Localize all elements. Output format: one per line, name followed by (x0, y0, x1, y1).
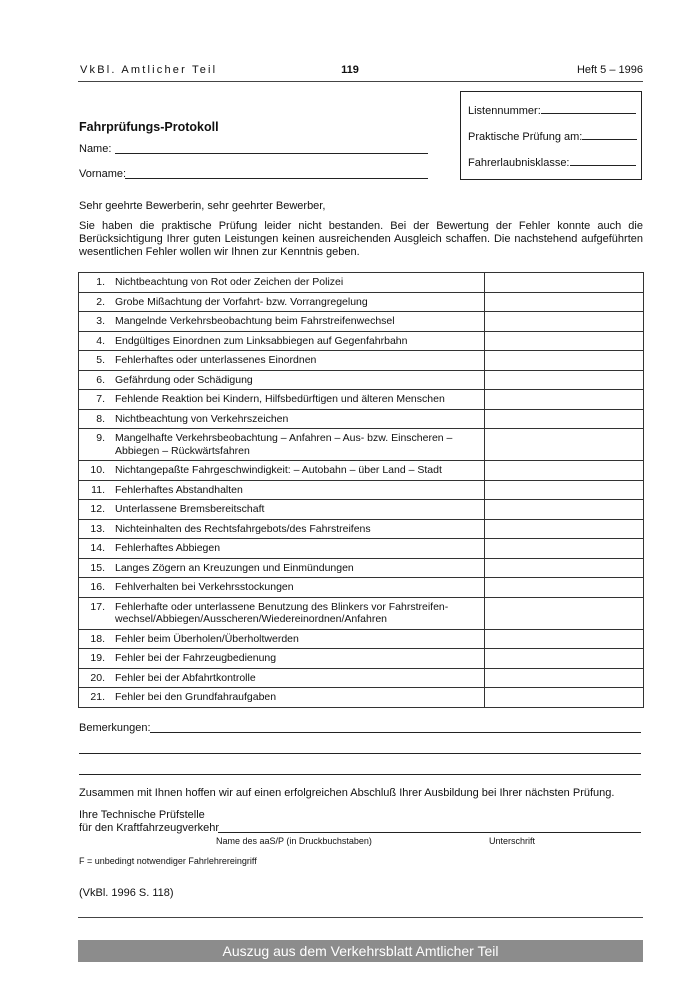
item-number: 13. (79, 519, 112, 539)
footer-banner: Auszug aus dem Verkehrsblatt Amtlicher Teil (78, 940, 643, 962)
table-row (79, 273, 644, 293)
exam-date-label: Praktische Prüfung am: (468, 131, 583, 143)
remarks-line-1[interactable] (150, 732, 641, 733)
item-number: 3. (79, 312, 112, 332)
firstname-field[interactable] (125, 178, 428, 179)
list-number-field[interactable] (541, 103, 636, 114)
license-class-label: Fahrerlaubnisklasse: (468, 157, 570, 169)
item-mark-cell[interactable] (485, 597, 644, 629)
footer-rule (78, 917, 643, 918)
citation: (VkBl. 1996 S. 118) (79, 887, 174, 899)
item-number: 16. (79, 578, 112, 598)
item-text: Nichtbeachtung von Verkehrszeichen (111, 409, 485, 429)
item-text: Fehlerhaftes Abstandhalten (111, 480, 485, 500)
item-mark-cell[interactable] (485, 480, 644, 500)
item-mark-cell[interactable] (485, 370, 644, 390)
item-text: Endgültiges Einordnen zum Linksabbiegen auf Gegenfahrbahn (111, 331, 485, 351)
name-field[interactable] (115, 153, 428, 154)
signature-line[interactable] (218, 832, 641, 833)
item-number: 10. (79, 461, 112, 481)
license-class-field[interactable] (570, 155, 636, 166)
exam-date-row (468, 129, 637, 143)
table-row (79, 578, 644, 598)
table-row (79, 370, 644, 390)
exam-info-box (460, 91, 642, 180)
firstname-row (79, 168, 126, 180)
item-text: Grobe Mißachtung der Vorfahrt- bzw. Vorrangregelung (111, 292, 485, 312)
closing-sentence: Zusammen mit Ihnen hoffen wir auf einen erfolgreichen Abschluß Ihrer Ausbildung bei Ihrer nächsten Prüfung. (79, 787, 615, 799)
item-number: 18. (79, 629, 112, 649)
item-number: 9. (79, 429, 112, 461)
table-row (79, 597, 644, 629)
name-row (79, 143, 111, 155)
item-number: 7. (79, 390, 112, 410)
item-mark-cell[interactable] (485, 668, 644, 688)
table-row (79, 409, 644, 429)
form-title: Fahrprüfungs-Protokoll (79, 120, 219, 134)
remarks-line-3[interactable] (79, 774, 641, 775)
table-row (79, 629, 644, 649)
item-number: 11. (79, 480, 112, 500)
item-text: Fehler bei der Abfahrtkontrolle (111, 668, 485, 688)
item-text: Fehlerhafte oder unterlassene Benutzung des Blinkers vor Fahrstreifen-wechsel/Abbiegen/Ausscheren/Wiedereinordnen/Anfahren (111, 597, 485, 629)
item-text: Gefährdung oder Schädigung (111, 370, 485, 390)
table-row (79, 292, 644, 312)
intro-paragraph: Sie haben die praktische Prüfung leider nicht bestanden. Bei der Bewertung der Fehler konnte auch die Berücksichtigung Ihrer guten Leistungen keinen ausreichenden Ausgleich schaffen. Die nachstehend aufgeführten wesentlichen Fehler wollen wir Ihnen zur Kenntnis geben. (79, 220, 643, 258)
item-text: Fehlerhaftes oder unterlassenes Einordnen (111, 351, 485, 371)
table-row (79, 331, 644, 351)
salutation: Sehr geehrte Bewerberin, sehr geehrter Bewerber, (79, 200, 326, 212)
firstname-label: Vorname: (79, 168, 127, 180)
table-row (79, 480, 644, 500)
item-number: 4. (79, 331, 112, 351)
item-number: 14. (79, 539, 112, 559)
name-label: Name: (79, 143, 112, 155)
item-text: Fehler bei der Fahrzeugbedienung (111, 649, 485, 669)
item-text: Fehler bei den Grundfahraufgaben (111, 688, 485, 708)
license-class-row (468, 155, 636, 169)
item-text: Nichteinhalten des Rechtsfahrgebots/des Fahrstreifens (111, 519, 485, 539)
list-number-row (468, 103, 636, 117)
header-page-number: 119 (341, 64, 359, 76)
table-row (79, 312, 644, 332)
table-row (79, 649, 644, 669)
authority-line-2: für den Kraftfahrzeugverkehr (79, 822, 220, 834)
exam-date-field[interactable] (582, 129, 637, 140)
item-number: 15. (79, 558, 112, 578)
item-mark-cell[interactable] (485, 629, 644, 649)
item-mark-cell[interactable] (485, 390, 644, 410)
item-mark-cell[interactable] (485, 331, 644, 351)
table-row (79, 351, 644, 371)
item-text: Langes Zögern an Kreuzungen und Einmündungen (111, 558, 485, 578)
table-row (79, 668, 644, 688)
header-journal: VkBl. Amtlicher Teil (80, 64, 218, 76)
item-mark-cell[interactable] (485, 578, 644, 598)
item-number: 8. (79, 409, 112, 429)
item-number: 12. (79, 500, 112, 520)
item-mark-cell[interactable] (485, 649, 644, 669)
item-mark-cell[interactable] (485, 461, 644, 481)
table-row (79, 429, 644, 461)
item-number: 1. (79, 273, 112, 293)
item-text: Nichtbeachtung von Rot oder Zeichen der Polizei (111, 273, 485, 293)
table-row (79, 500, 644, 520)
item-number: 20. (79, 668, 112, 688)
item-mark-cell[interactable] (485, 292, 644, 312)
item-text: Fehlende Reaktion bei Kindern, Hilfsbedürftigen und älteren Menschen (111, 390, 485, 410)
item-mark-cell[interactable] (485, 351, 644, 371)
item-mark-cell[interactable] (485, 688, 644, 708)
item-mark-cell[interactable] (485, 409, 644, 429)
remarks-line-2[interactable] (79, 753, 641, 754)
table-row (79, 390, 644, 410)
authority-line-1: Ihre Technische Prüfstelle (79, 809, 205, 821)
item-number: 21. (79, 688, 112, 708)
table-row (79, 539, 644, 559)
item-number: 5. (79, 351, 112, 371)
item-text: Fehlverhalten bei Verkehrsstockungen (111, 578, 485, 598)
item-text: Nichtangepaßte Fahrgeschwindigkeit: – Autobahn – über Land – Stadt (111, 461, 485, 481)
item-mark-cell[interactable] (485, 558, 644, 578)
item-mark-cell[interactable] (485, 429, 644, 461)
header-rule (78, 81, 643, 82)
signature-caption: Unterschrift (489, 836, 536, 846)
item-number: 19. (79, 649, 112, 669)
item-number: 2. (79, 292, 112, 312)
table-row (79, 461, 644, 481)
header-issue: Heft 5 – 1996 (576, 64, 643, 76)
list-number-label: Listennummer: (468, 105, 541, 117)
item-text: Mangelhafte Verkehrsbeobachtung – Anfahren – Aus- bzw. Einscheren – Abbiegen – Rückwärtsfahren (111, 429, 485, 461)
remarks-label: Bemerkungen: (79, 722, 151, 734)
table-row (79, 519, 644, 539)
item-mark-cell[interactable] (485, 500, 644, 520)
item-text: Fehler beim Überholen/Überholtwerden (111, 629, 485, 649)
footnote: F = unbedingt notwendiger Fahrlehrereingriff (79, 856, 257, 866)
table-row (79, 688, 644, 708)
item-text: Fehlerhaftes Abbiegen (111, 539, 485, 559)
item-mark-cell[interactable] (485, 539, 644, 559)
error-items-table (78, 272, 644, 708)
item-mark-cell[interactable] (485, 312, 644, 332)
table-row (79, 558, 644, 578)
item-number: 6. (79, 370, 112, 390)
item-number: 17. (79, 597, 112, 629)
item-mark-cell[interactable] (485, 273, 644, 293)
item-text: Unterlassene Bremsbereitschaft (111, 500, 485, 520)
name-caption: Name des aaS/P (in Druckbuchstaben) (216, 836, 372, 846)
item-mark-cell[interactable] (485, 519, 644, 539)
item-text: Mangelnde Verkehrsbeobachtung beim Fahrstreifenwechsel (111, 312, 485, 332)
